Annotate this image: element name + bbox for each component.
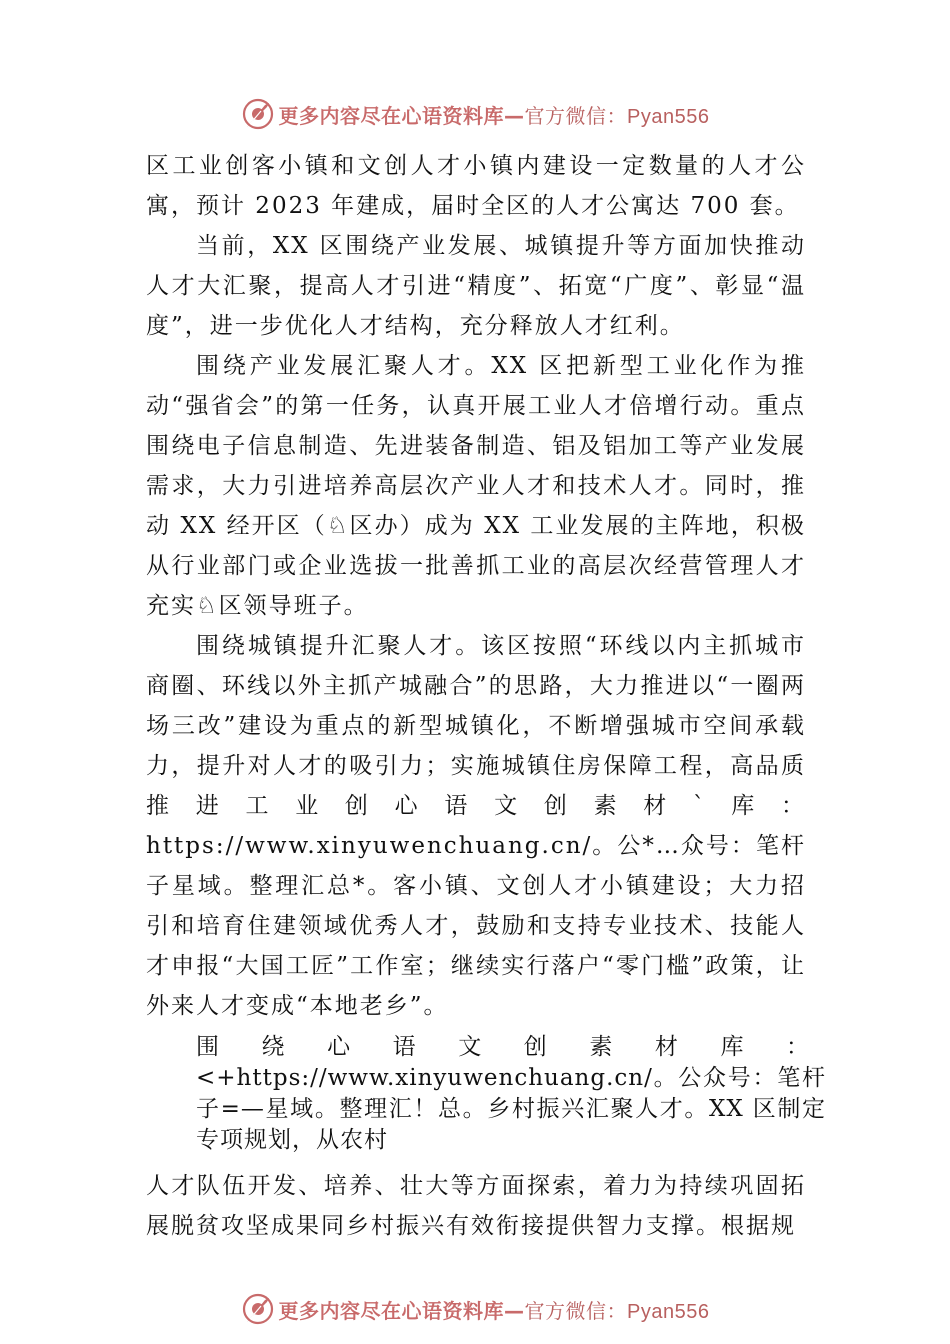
header-banner	[0, 92, 950, 136]
paragraph-1: 区工业创客小镇和文创人才小镇内建设一定数量的人才公寓，预计 2023 年建成，届时全区的人才公寓达 700 套。	[146, 153, 806, 219]
paragraph-3: 围绕产业发展汇聚人才。XX 区把新型工业化作为推动“强省会”的第一任务，认真开展工业人才倍增行动。重点围绕电子信息制造、先进装备制造、铝及铝加工等产业发展需求，大力引进培养高层次产业人才和技术人才。同时，推动 XX 经开区（♘区办）成为 XX 工业发展的主阵地，积极从行业部门或企业选拔一批善抓工业的高层次经营管理人才充实♘区领导班子。	[146, 353, 806, 619]
paragraph-final: 人才队伍开发、培养、壮大等方面探索，着力为持续巩固拓展脱贫攻坚成果同乡村振兴有效衔接提供智力支撑。根据规	[146, 1173, 806, 1239]
quote-block-rest-text: <+https://www.xinyuwenchuang.cn/。公众号：笔杆子=—星域。整理汇！总。乡村振兴汇聚人才。XX 区制定专项规划，从农村	[196, 1065, 826, 1153]
paragraph-4: 围绕城镇提升汇聚人才。该区按照“环线以内主抓城市商圈、环线以外主抓产城融合”的思路，大力推进以“一圈两场三改”建设为重点的新型城镇化，不断增强城市空间承载力，提升对人才的吸引力；实施城镇住房保障工程，高品质推进工业创心语文创素材`库：https://www.xinyuwenchuang.cn/。公*…众号：笔杆子星域。整理汇总*。客小镇、文创人才小镇建设；大力招引和培育住建领域优秀人才，鼓励和支持专业技术、技能人才申报“大国工匠”工作室；继续实行落户“零门槛”政策，让外来人才变成“本地老乡”。	[146, 633, 806, 1019]
header-wechat-label: 官方微信：	[524, 103, 628, 128]
document-body	[146, 146, 826, 1246]
inserted-watermark-block	[196, 1026, 826, 1166]
footer-banner	[0, 1287, 950, 1331]
quill-logo-icon	[241, 97, 275, 131]
footer-banner-text	[279, 1295, 710, 1324]
paragraph-2: 当前，XX 区围绕产业发展、城镇提升等方面加快推动人才大汇聚，提高人才引进“精度”、拓宽“广度”、彰显“温度”，进一步优化人才结构，充分释放人才红利。	[146, 233, 806, 339]
footer-wechat-label: 官方微信：	[524, 1298, 628, 1323]
quill-logo-icon	[241, 1292, 275, 1326]
footer-wechat-id: Pyan556	[627, 1300, 710, 1323]
header-wechat-id: Pyan556	[627, 105, 710, 128]
header-banner-main: 更多内容尽在心语资料库—	[278, 103, 525, 128]
quote-block-spread-text: 围绕心语文创素材库：	[196, 1034, 826, 1060]
header-banner-text	[279, 100, 710, 129]
footer-banner-main: 更多内容尽在心语资料库—	[278, 1298, 525, 1323]
